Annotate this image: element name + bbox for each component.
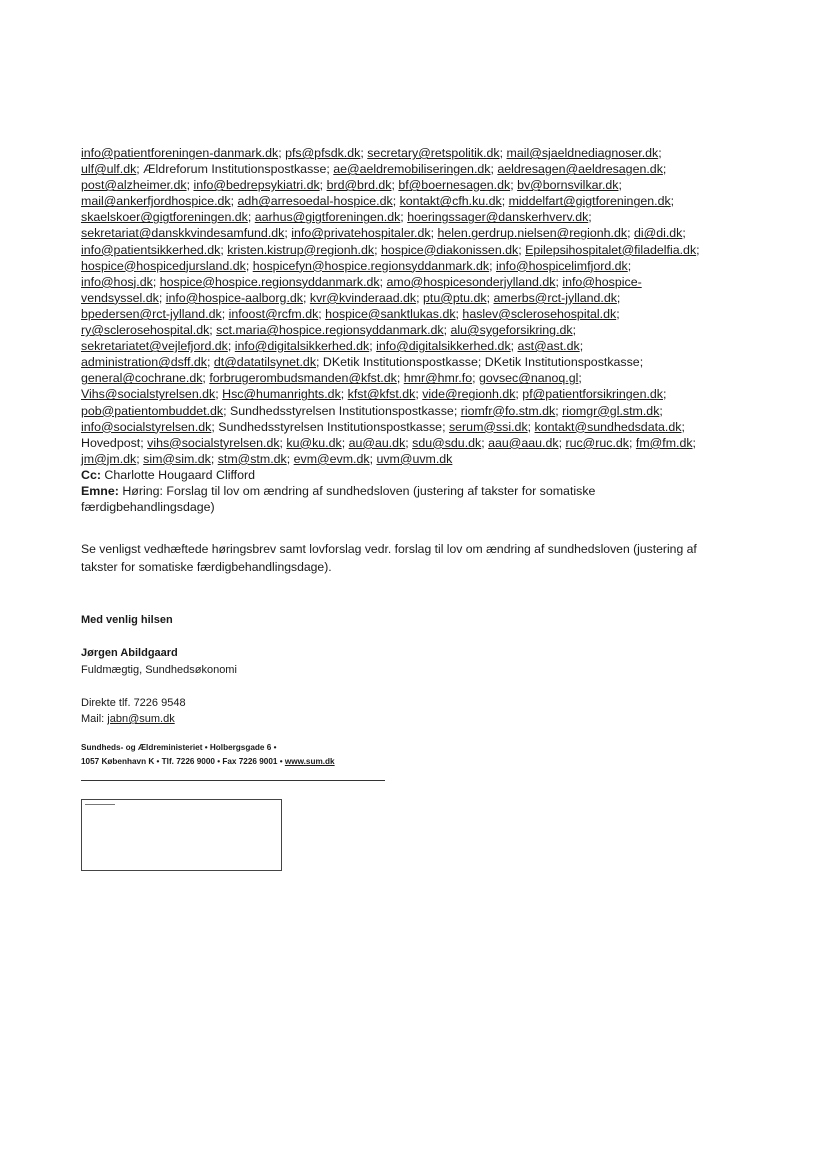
recipient-email-link[interactable]: hospice@hospice.regionsyddanmark.dk xyxy=(159,274,380,289)
recipient-line xyxy=(81,403,761,419)
recipient-email-link[interactable]: sdu@sdu.dk xyxy=(412,435,482,450)
recipient-line xyxy=(81,225,761,241)
recipient-email-link[interactable]: aau@aau.dk xyxy=(488,435,559,450)
recipient-text: ; xyxy=(286,451,294,466)
recipient-text: ; xyxy=(136,451,144,466)
recipient-email-link[interactable]: aarhus@gigtforeningen.dk xyxy=(254,210,401,225)
subject-label: Emne: xyxy=(81,483,119,498)
recipient-line xyxy=(81,177,761,193)
recipient-email-link[interactable]: amerbs@rct-jylland.dk xyxy=(493,290,617,305)
recipient-text: ; xyxy=(416,290,424,305)
recipient-email-link[interactable]: info@socialstyrelsen.dk xyxy=(81,419,212,434)
sender-title: Fuldmægtig, Sundhedsøkonomi xyxy=(81,664,237,676)
recipient-email-link[interactable]: riomgr@gl.stm.dk xyxy=(562,403,660,418)
recipient-text: ; xyxy=(572,323,577,338)
sender-mail-link[interactable]: jabn@sum.dk xyxy=(107,713,175,725)
recipient-email-link[interactable]: info@hospice- xyxy=(562,274,642,289)
recipient-email-link[interactable]: ptu@ptu.dk xyxy=(423,290,487,305)
recipient-email-link[interactable]: adh@arresoedal-hospice.dk xyxy=(237,194,393,209)
recipient-line xyxy=(81,338,761,354)
recipient-text: ; xyxy=(658,146,662,160)
recipient-email-link[interactable]: bpedersen@rct-jylland.dk xyxy=(81,306,222,321)
recipient-line xyxy=(81,161,761,177)
recipient-email-link[interactable]: ae@aeldremobiliseringen.dk xyxy=(333,162,491,177)
recipient-email-link[interactable]: info@hospicelimfjord.dk xyxy=(496,258,628,273)
recipient-text: ; xyxy=(245,258,253,273)
recipient-line xyxy=(81,419,761,435)
recipient-email-link[interactable]: kontakt@sundhedsdata.dk xyxy=(534,419,682,434)
recipient-email-link[interactable]: post@alzheimer.dk xyxy=(81,178,187,193)
recipient-text: ; xyxy=(501,194,509,209)
recipient-email-link[interactable]: info@privatehospitaler.dk xyxy=(291,226,431,241)
recipient-line xyxy=(81,370,761,386)
stamp-box-mark xyxy=(85,804,115,805)
sender-mail-line xyxy=(81,713,175,725)
recipient-email-link[interactable]: dt@datatilsynet.dk xyxy=(213,355,317,370)
recipient-email-link[interactable]: administration@dsff.dk xyxy=(81,355,207,370)
recipient-email-link[interactable]: sct.maria@hospice.regionsyddanmark.dk xyxy=(216,323,444,338)
recipient-text: ; xyxy=(692,435,696,450)
recipient-email-link[interactable]: infoost@rcfm.dk xyxy=(228,306,319,321)
recipient-text: ; xyxy=(319,178,327,193)
recipient-text: ; xyxy=(415,387,423,402)
recipient-text: ; xyxy=(618,178,622,193)
recipient-email-link[interactable]: info@hosj.dk xyxy=(81,274,153,289)
recipient-text: ; xyxy=(499,146,507,160)
recipient-text: ; xyxy=(455,306,463,321)
sender-name: Jørgen Abildgaard xyxy=(81,647,178,659)
recipient-email-link[interactable]: bf@boernesagen.dk xyxy=(398,178,511,193)
recipient-email-link[interactable]: Hsc@humanrights.dk xyxy=(222,387,341,402)
recipient-text: ; xyxy=(340,387,348,402)
recipient-email-link[interactable]: serum@ssi.dk xyxy=(448,419,528,434)
signature-greeting: Med venlig hilsen xyxy=(81,614,173,626)
footer-address-line1: Sundheds- og Ældreministeriet • Holbergsgade 6 • xyxy=(81,743,277,752)
footer-website-link[interactable]: www.sum.dk xyxy=(284,757,335,766)
recipient-email-link[interactable]: mail@sjaeldnediagnoser.dk xyxy=(506,146,659,160)
recipient-email-link[interactable]: general@cochrane.dk xyxy=(81,371,203,386)
recipient-text: ; xyxy=(518,242,526,257)
recipient-text: ; xyxy=(481,435,489,450)
recipient-text: ; xyxy=(579,339,584,354)
recipient-email-link[interactable]: stm@stm.dk xyxy=(217,451,287,466)
recipient-text: ; xyxy=(430,226,438,241)
recipient-email-link[interactable]: pf@patientforsikringen.dk xyxy=(522,387,663,402)
recipient-email-link[interactable]: aeldresagen@aeldresagen.dk xyxy=(497,162,663,177)
recipients-list xyxy=(81,145,761,515)
recipient-text: ; xyxy=(284,226,292,241)
recipient-email-link[interactable]: pob@patientombuddet.dk xyxy=(81,403,224,418)
recipient-line xyxy=(81,435,761,451)
recipient-text: ; xyxy=(627,258,632,273)
sender-mail-label: Mail: xyxy=(81,713,108,725)
recipient-text: ; xyxy=(396,371,404,386)
cc-label: Cc: xyxy=(81,467,101,482)
recipient-text: ; xyxy=(588,210,592,225)
recipient-email-link[interactable]: vendsyssel.dk xyxy=(81,290,159,305)
recipient-email-link[interactable]: Vihs@socialstyrelsen.dk xyxy=(81,387,216,402)
recipient-email-link[interactable]: haslev@sclerosehospital.dk xyxy=(462,306,617,321)
recipient-email-link[interactable]: helen.gerdrup.nielsen@regionh.dk xyxy=(437,226,628,241)
recipient-text: ; Sundhedsstyrelsen Institutionspostkasse; xyxy=(223,403,461,418)
recipient-email-link[interactable]: info@digitalsikkerhed.dk xyxy=(234,339,370,354)
recipient-text: ; xyxy=(341,435,349,450)
recipient-text: ; xyxy=(374,242,381,257)
recipient-text: ; xyxy=(443,323,451,338)
recipient-email-link[interactable]: sim@sim.dk xyxy=(143,451,211,466)
recipient-text: Hovedpost; xyxy=(81,435,148,450)
recipient-text: ; xyxy=(405,435,413,450)
recipient-text: ; xyxy=(558,435,566,450)
recipient-email-link[interactable]: secretary@retspolitik.dk xyxy=(367,146,500,160)
recipient-email-link[interactable]: di@di.dk xyxy=(633,226,683,241)
footer-address-line2 xyxy=(81,757,335,766)
recipient-text: ; xyxy=(220,242,228,257)
subject-value: Høring: Forslag til lov om ændring af sundhedsloven (justering af takster for somatiske færdigbehandlingsdage) xyxy=(81,483,596,515)
recipient-email-link[interactable]: hospice@sanktlukas.dk xyxy=(325,306,456,321)
recipient-text: ; xyxy=(360,146,368,160)
recipient-email-link[interactable]: fm@fm.dk xyxy=(635,435,693,450)
recipient-text: ; xyxy=(510,178,518,193)
recipient-email-link[interactable]: bv@bornsvilkar.dk xyxy=(517,178,619,193)
recipient-text: ; xyxy=(472,371,479,386)
recipient-email-link[interactable]: ry@sclerosehospital.dk xyxy=(81,323,210,338)
recipient-text: ; xyxy=(392,194,400,209)
recipient-text: ; xyxy=(490,162,498,177)
recipient-line xyxy=(81,386,761,402)
recipient-text: ; xyxy=(202,371,210,386)
recipient-email-link[interactable]: hoeringssager@danskerhverv.dk xyxy=(407,210,589,225)
recipient-line xyxy=(81,242,761,258)
subject-line xyxy=(81,483,681,515)
recipient-text: ; xyxy=(489,258,497,273)
message-body: Se venligst vedhæftede høringsbrev samt lovforslag vedr. forslag til lov om ændring af sundhedsloven (justering af takster for somatiske færdigbehandlingsdage). xyxy=(81,542,697,574)
recipient-text: ; xyxy=(369,451,377,466)
recipient-email-link[interactable]: hospice@hospicedjursland.dk xyxy=(81,258,246,273)
recipient-email-link[interactable]: mail@ankerfjordhospice.dk xyxy=(81,194,231,209)
recipient-text: ; xyxy=(400,210,408,225)
recipient-text: ; xyxy=(379,274,387,289)
recipient-email-link[interactable]: riomfr@fo.stm.dk xyxy=(460,403,556,418)
recipient-email-link[interactable]: govsec@nanoq.gl xyxy=(478,371,579,386)
recipient-text: ; xyxy=(158,290,166,305)
recipient-email-link[interactable]: skaelskoer@gigtforeningen.dk xyxy=(81,210,248,225)
recipient-email-link[interactable]: kristen.kistrup@regionh.dk xyxy=(227,242,375,257)
recipient-email-link[interactable]: hospicefyn@hospice.regionsyddanmark.dk xyxy=(252,258,490,273)
recipient-text: ; xyxy=(662,162,667,177)
recipient-text: ; xyxy=(247,210,255,225)
recipient-email-link[interactable]: ulf@ulf.dk xyxy=(81,162,137,177)
recipient-text: ; xyxy=(616,306,620,321)
recipient-email-link[interactable]: evm@evm.dk xyxy=(293,451,370,466)
recipient-email-link[interactable]: uvm@uvm.dk xyxy=(376,451,453,466)
recipient-email-link[interactable]: vide@regionh.dk xyxy=(422,387,516,402)
recipient-text: ; xyxy=(302,290,310,305)
recipient-text: ; xyxy=(369,339,377,354)
recipient-text: ; DKetik Institutionspostkasse; DKetik Institutionspostkasse; xyxy=(316,355,644,370)
footer-contact: 1057 København K • Tlf. 7226 9000 • Fax 7226 9001 • xyxy=(81,757,285,766)
footer-divider xyxy=(81,780,385,781)
recipient-text: ; Sundhedsstyrelsen Institutionspostkasse; xyxy=(211,419,449,434)
recipient-text: ; xyxy=(682,226,686,241)
sender-phone: Direkte tlf. 7226 9548 xyxy=(81,697,186,709)
recipient-email-link[interactable]: kvr@kvinderaad.dk xyxy=(309,290,417,305)
recipient-text: ; xyxy=(210,451,218,466)
recipient-text: ; xyxy=(510,339,518,354)
recipient-text: ; xyxy=(227,339,235,354)
recipient-text: ; xyxy=(659,403,663,418)
recipient-text: ; xyxy=(230,194,238,209)
recipient-line xyxy=(81,145,761,161)
recipient-text: ; xyxy=(527,419,535,434)
recipient-text: ; xyxy=(215,387,223,402)
recipient-text: ; xyxy=(486,290,494,305)
recipient-email-link[interactable]: info@patientforeningen-danmark.dk xyxy=(81,146,279,160)
cc-line xyxy=(81,467,761,483)
recipient-line xyxy=(81,209,761,225)
recipient-text: ; xyxy=(696,242,700,257)
recipient-email-link[interactable]: hmr@hmr.fo xyxy=(403,371,473,386)
recipient-text: ; xyxy=(279,435,287,450)
cc-value: Charlotte Hougaard Clifford xyxy=(100,467,256,482)
recipient-email-link[interactable]: info@bedrepsykiatri.dk xyxy=(193,178,320,193)
recipient-line xyxy=(81,274,761,290)
recipient-text: ; xyxy=(670,194,675,209)
recipient-text: ; xyxy=(681,419,685,434)
recipient-text: ; xyxy=(578,371,582,386)
recipient-text: ; xyxy=(318,306,326,321)
recipient-email-link[interactable]: ku@ku.dk xyxy=(286,435,342,450)
recipient-email-link[interactable]: pfs@pfsdk.dk xyxy=(285,146,361,160)
recipient-email-link[interactable]: info@hospice-aalborg.dk xyxy=(165,290,303,305)
recipient-email-link[interactable]: kfst@kfst.dk xyxy=(347,387,416,402)
recipient-email-link[interactable]: Epilepsihospitalet@filadelfia.dk xyxy=(525,242,697,257)
recipient-text: ; xyxy=(152,274,160,289)
recipient-email-link[interactable]: sekretariatet@vejlefjord.dk xyxy=(81,339,228,354)
recipient-email-link[interactable]: middelfart@gigtforeningen.dk xyxy=(508,194,671,209)
recipient-text: ; xyxy=(207,355,214,370)
recipient-text: ; xyxy=(555,403,563,418)
recipient-email-link[interactable]: vihs@socialstyrelsen.dk xyxy=(147,435,280,450)
recipient-email-link[interactable]: ast@ast.dk xyxy=(517,339,580,354)
recipient-email-link[interactable]: amo@hospicesonderjylland.dk xyxy=(386,274,556,289)
recipient-line xyxy=(81,354,761,370)
recipient-text: ; xyxy=(627,226,634,241)
recipient-text: ; xyxy=(278,146,286,160)
recipient-email-link[interactable]: au@au.dk xyxy=(348,435,406,450)
recipient-email-link[interactable]: forbrugerombudsmanden@kfst.dk xyxy=(209,371,397,386)
stamp-box xyxy=(81,799,282,871)
recipient-text: ; xyxy=(629,435,636,450)
recipient-text: ; xyxy=(391,178,399,193)
recipient-text: ; xyxy=(186,178,194,193)
recipient-email-link[interactable]: brd@brd.dk xyxy=(326,178,392,193)
recipient-lines xyxy=(81,145,761,467)
recipient-email-link[interactable]: info@patientsikkerhed.dk xyxy=(81,242,221,257)
recipient-line xyxy=(81,290,761,306)
recipient-email-link[interactable]: info@digitalsikkerhed.dk xyxy=(376,339,511,354)
recipient-text: ; Ældreforum Institutionspostkasse; xyxy=(136,162,334,177)
recipient-email-link[interactable]: jm@jm.dk xyxy=(81,451,137,466)
recipient-text: ; xyxy=(209,323,217,338)
recipient-text: ; xyxy=(515,387,523,402)
recipient-email-link[interactable]: hospice@diakonissen.dk xyxy=(380,242,519,257)
recipient-email-link[interactable]: ruc@ruc.dk xyxy=(565,435,630,450)
recipient-email-link[interactable]: sekretariat@danskkvindesamfund.dk xyxy=(81,226,285,241)
recipient-line xyxy=(81,451,761,467)
recipient-text: ; xyxy=(616,290,621,305)
recipient-email-link[interactable]: alu@sygeforsikring.dk xyxy=(450,323,573,338)
recipient-text: ; xyxy=(555,274,563,289)
recipient-text: ; xyxy=(663,387,667,402)
recipient-line xyxy=(81,258,761,274)
recipient-line xyxy=(81,306,761,322)
recipient-email-link[interactable]: kontakt@cfh.ku.dk xyxy=(399,194,502,209)
recipient-text: ; xyxy=(221,306,229,321)
recipient-line xyxy=(81,193,761,209)
recipient-line xyxy=(81,322,761,338)
